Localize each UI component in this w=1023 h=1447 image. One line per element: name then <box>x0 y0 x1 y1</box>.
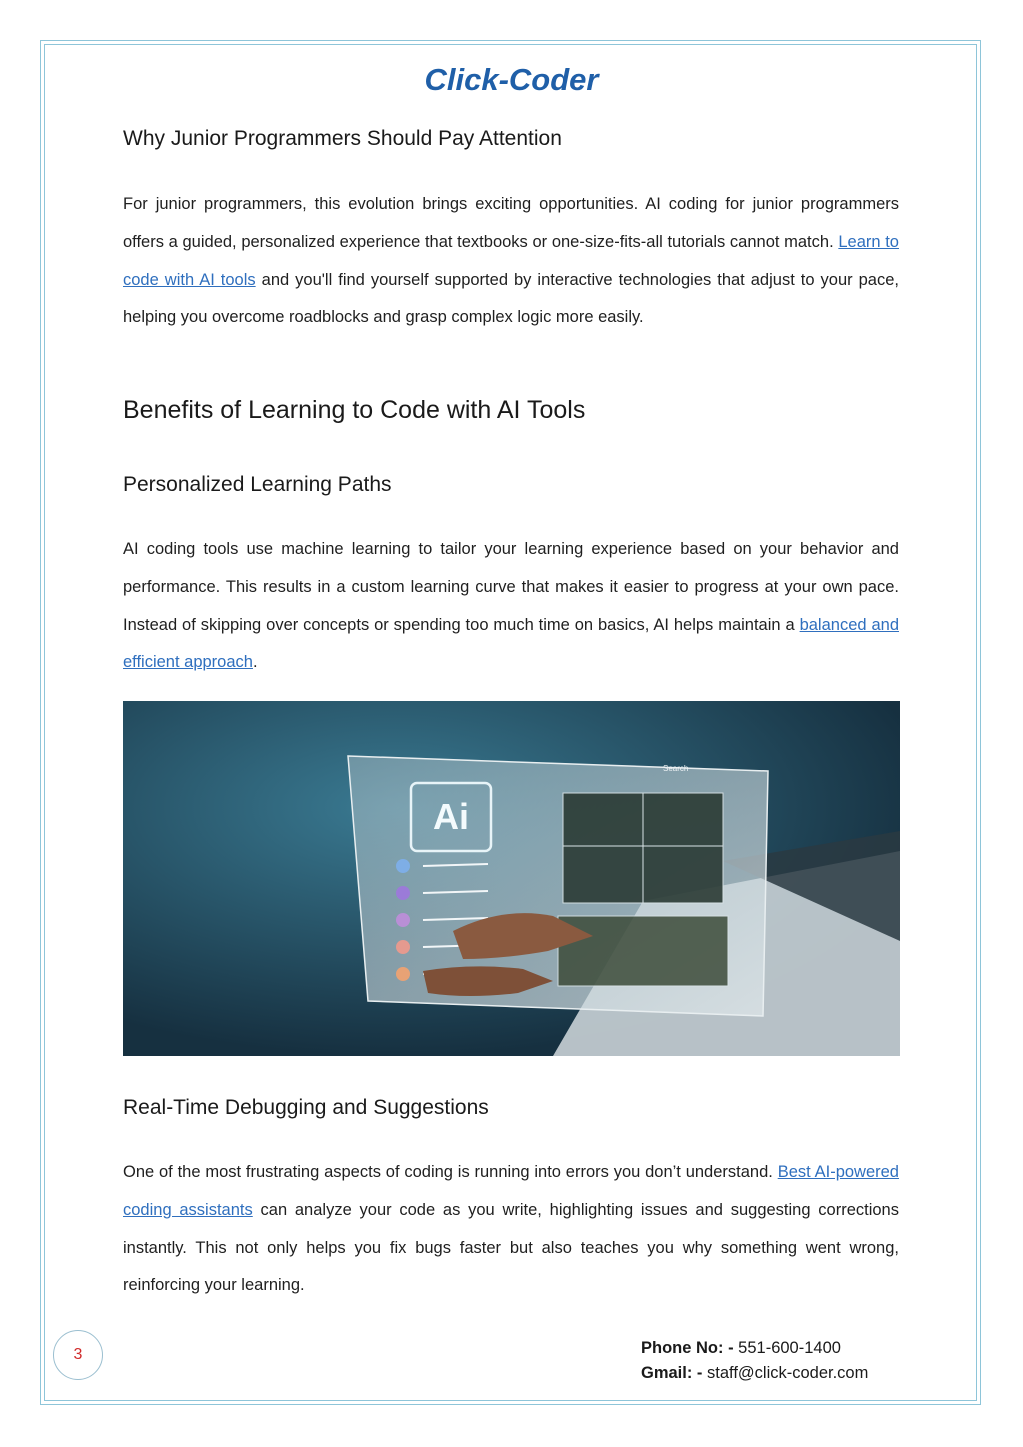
subheading-debugging: Real-Time Debugging and Suggestions <box>123 1096 489 1119</box>
phone-value: 551-600-1400 <box>738 1339 841 1357</box>
balanced-approach-link[interactable]: balanced and efficient approach <box>123 615 899 672</box>
best-ai-assistants-link[interactable]: Best AI-powered coding assistants <box>123 1163 899 1219</box>
paragraph-debugging <box>123 1154 899 1305</box>
search-box-label: Search <box>663 764 689 773</box>
paragraph-text: One of the most frustrating aspects of coding is running into errors you don’t understand. <box>123 1163 773 1181</box>
page-number <box>53 1330 103 1380</box>
gmail-label: Gmail: - <box>641 1364 703 1382</box>
ai-chip-label: Ai <box>433 796 469 837</box>
contact-gmail <box>641 1364 868 1383</box>
contact-phone <box>641 1339 841 1358</box>
paragraph-text: AI coding tools use machine learning to tailor your learning experience based on your behavior and performance. This results in a custom learning curve that makes it easier to progress at your own pace. Instead of skipping over concepts or spending too much time on basics, AI helps maintain a <box>123 540 899 634</box>
paragraph-text: . <box>252 653 258 672</box>
learn-to-code-link[interactable]: Learn to code with AI tools <box>123 232 899 289</box>
paragraph-text: and you'll find yourself supported by interactive technologies that adjust to your pace, helping you overcome roadblocks and grasp complex logic more easily. <box>123 270 899 327</box>
page-number-text: 3 <box>73 1346 83 1363</box>
hero-image <box>123 701 900 1056</box>
paragraph-text: For junior programmers, this evolution brings exciting opportunities. AI coding for junior programmers offers a guided, personalized experience that textbooks or one-size-fits-all tutorials cannot match. <box>123 195 899 251</box>
section-heading-junior: Why Junior Programmers Should Pay Attention <box>123 127 562 150</box>
brand-title: Click-Coder <box>424 62 599 97</box>
paragraph-text: can analyze your code as you write, highlighting issues and suggesting corrections instantly. This not only helps you fix bugs faster but also teaches you why something went wrong, reinforcing your learning. <box>123 1200 899 1295</box>
gmail-value: staff@click-coder.com <box>707 1364 869 1382</box>
subheading-personalized: Personalized Learning Paths <box>123 473 392 496</box>
phone-label: Phone No: - <box>641 1339 734 1357</box>
hero-illustration <box>123 701 900 1056</box>
section-heading-benefits: Benefits of Learning to Code with AI Tools <box>123 396 586 424</box>
paragraph-junior <box>123 186 899 337</box>
paragraph-personalized <box>123 531 899 682</box>
